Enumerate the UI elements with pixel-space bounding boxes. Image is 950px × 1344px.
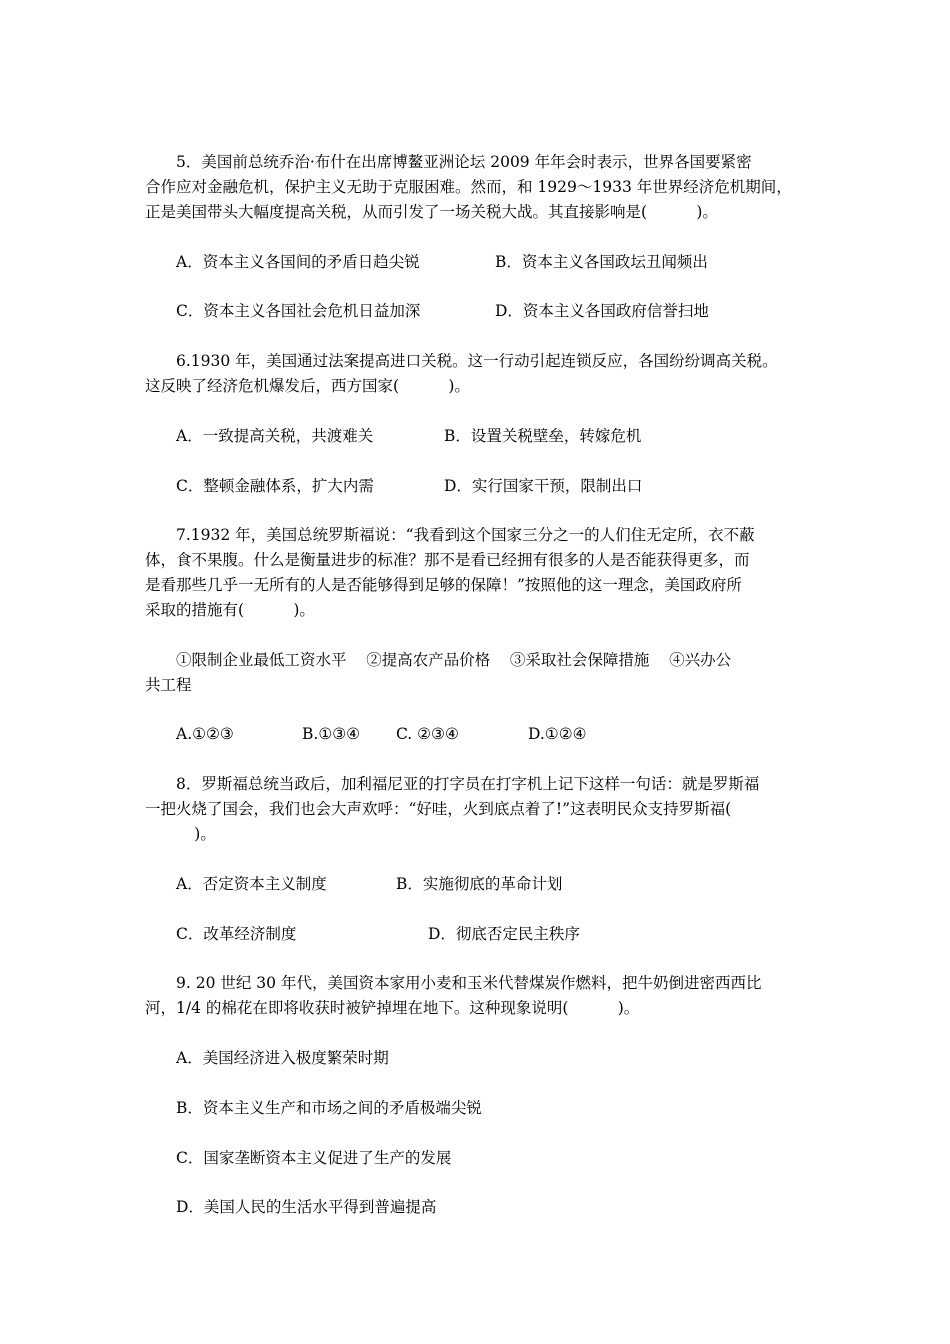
- q9-option-d: D．美国人民的生活水平得到普遍提高: [176, 1198, 437, 1216]
- q5-option-b: B．资本主义各国政坛丑闻频出: [495, 253, 708, 271]
- q5-option-d: D．资本主义各国政府信誉扫地: [495, 302, 709, 320]
- q7-option-a: A.①②③: [176, 725, 234, 743]
- q8-option-b: B．实施彻底的革命计划: [396, 875, 563, 893]
- q7-option-d: D.①②④: [528, 725, 587, 743]
- q8-option-c: C．改革经济制度: [176, 925, 297, 943]
- q7-stem-line-3: 是看那些几乎一无所有的人是否能够得到足够的保障！”按照他的这一理念，美国政府所: [145, 576, 742, 594]
- q6-stem-line-1: 6.1930 年，美国通过法案提高进口关税。这一行动引起连锁反应，各国纷纷调高关税。: [176, 352, 778, 370]
- q9-option-b: B．资本主义生产和市场之间的矛盾极端尖锐: [176, 1099, 482, 1117]
- q5-option-c: C．资本主义各国社会危机日益加深: [176, 302, 421, 320]
- q5-stem-line-1: 5．美国前总统乔治·布什在出席博鳌亚洲论坛 2009 年年会时表示，世界各国要紧密: [176, 153, 752, 171]
- q6-option-c: C．整顿金融体系，扩大内需: [176, 477, 374, 495]
- q9-option-a: A．美国经济进入极度繁荣时期: [176, 1049, 389, 1067]
- q6-option-a: A．一致提高关税，共渡难关: [176, 427, 374, 445]
- q8-option-a: A．否定资本主义制度: [176, 875, 327, 893]
- q7-items-line-2: 共工程: [145, 676, 192, 694]
- q6-option-d: D．实行国家干预，限制出口: [444, 477, 643, 495]
- q7-stem-line-4: 采取的措施有( )。: [145, 601, 315, 619]
- q8-stem-line-3: )。: [145, 825, 216, 843]
- q8-stem-line-1: 8．罗斯福总统当政后，加利福尼亚的打字员在打字机上记下这样一句话：就是罗斯福: [176, 775, 760, 793]
- q7-option-b: B.①③④: [302, 725, 361, 743]
- q9-stem-line-1: 9. 20 世纪 30 年代，美国资本家用小麦和玉米代替煤炭作燃料，把牛奶倒进密西西比: [176, 974, 762, 992]
- q7-stem-line-1: 7.1932 年，美国总统罗斯福说：“我看到这个国家三分之一的人们住无定所，衣不蔽: [176, 526, 755, 544]
- q7-items-line-1: ①限制企业最低工资水平 ②提高农产品价格 ③采取社会保障措施 ④兴办公: [176, 651, 732, 669]
- q5-option-a: A．资本主义各国间的矛盾日趋尖锐: [176, 253, 420, 271]
- q9-option-c: C．国家垄断资本主义促进了生产的发展: [176, 1149, 452, 1167]
- q7-option-c: C. ②③④: [396, 725, 459, 743]
- q6-option-b: B．设置关税壁垒，转嫁危机: [444, 427, 642, 445]
- q8-stem-line-2: 一把火烧了国会，我们也会大声欢呼：“好哇，火到底点着了!”这表明民众支持罗斯福(: [145, 800, 732, 818]
- q6-stem-line-2: 这反映了经济危机爆发后，西方国家( )。: [145, 377, 470, 395]
- q7-stem-line-2: 体，食不果腹。什么是衡量进步的标准？那不是看已经拥有很多的人是否能获得更多，而: [145, 551, 750, 569]
- q8-option-d: D．彻底否定民主秩序: [428, 925, 580, 943]
- q5-stem-line-2: 合作应对金融危机，保护主义无助于克服困难。然而，和 1929～1933 年世界经济危机期间，: [145, 178, 792, 196]
- q5-stem-line-3: 正是美国带头大幅度提高关税，从而引发了一场关税大战。其直接影响是( )。: [145, 203, 718, 221]
- q9-stem-line-2: 河，1/4 的棉花在即将收获时被铲掉埋在地下。这种现象说明( )。: [145, 999, 640, 1017]
